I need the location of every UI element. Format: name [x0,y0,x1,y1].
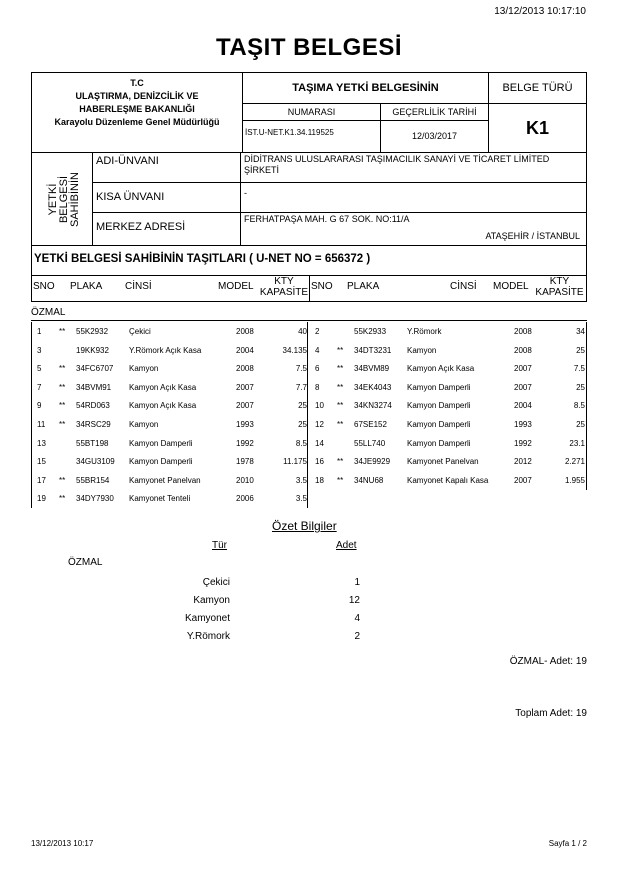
cell-cinsi: Kamyon Damperli [129,438,193,448]
cell-sno: 16 [315,457,324,467]
cell-sno: 4 [315,345,320,355]
cell-kap: 23.1 [569,438,585,448]
summary-tur: Y.Römork [186,631,230,642]
cell-model: 2007 [514,364,532,374]
table-row [31,475,587,487]
table-row [31,493,587,505]
table-gridline [31,322,32,508]
table-row [31,419,587,431]
merkez-line2: ATAŞEHİR / İSTANBUL [485,231,580,241]
cell-kap: 3.5 [295,475,307,485]
kty-line: KTY [274,276,294,287]
cell-cinsi: Kamyon Damperli [407,382,471,392]
cell-cinsi: Y.Römork [407,327,442,336]
col-divider [309,276,310,301]
cell-plaka: 34GU3109 [76,457,115,467]
summary-adet: 4 [354,613,360,624]
cell-model: 2008 [236,364,254,374]
cell-model: 2006 [236,494,254,504]
cell-plaka: 34BVM91 [76,382,112,392]
cell-kap: 25 [576,382,585,392]
table-row [31,363,587,375]
vertical-line: YETKİ [47,183,59,216]
doc-title-cell: TAŞIMA YETKİ BELGESİNİN [242,73,488,104]
cell-model: 1992 [236,438,254,448]
cell-model: 1992 [514,438,532,448]
cell-sno: 1 [37,327,42,336]
cell-plaka: 34DT3231 [354,345,392,355]
cell-model: 2007 [236,401,254,411]
ministry-line: ULAŞTIRMA, DENİZCİLİK VE [75,91,199,101]
cell-kap: 7.7 [295,382,307,392]
cell-sno: 3 [37,345,42,355]
section-title-box [31,246,587,276]
cell-model: 2010 [236,475,254,485]
merkez-value [240,213,586,246]
cell-kap: 34 [576,327,585,336]
cell-model: 2007 [236,382,254,392]
col-plaka-right: PLAKA [347,281,380,292]
cell-plaka: 34DY7930 [76,494,114,504]
cell-cinsi: Çekici [129,327,151,336]
summary-title: Özet Bilgiler [272,519,337,533]
cell-plaka: 34KN3274 [354,401,392,411]
col-kty-right [532,276,587,298]
footer-timestamp: 13/12/2013 10:17 [31,839,94,848]
cell-cinsi: Kamyon [407,345,437,355]
cell-model: 2008 [514,345,532,355]
col-model-right: MODEL [493,281,529,292]
cell-sno: 14 [315,438,324,448]
cell-cinsi: Kamyonet Panelvan [129,475,201,485]
ministry-line: HABERLEŞME BAKANLIĞI [79,104,195,114]
col-cinsi: CİNSİ [125,281,152,292]
cell-plaka: 34JE9929 [354,457,391,467]
cell-plaka: 19KK932 [76,345,109,355]
cell-cinsi: Kamyonet Panelvan [407,457,479,467]
adi-label: ADI-ÜNVANI [92,153,240,183]
table-row [31,345,587,357]
table-row [31,400,587,412]
cell-kap: 34.135 [282,345,307,355]
belge-turu-label: BELGE TÜRÜ [488,73,586,104]
cell-kap: 40 [298,327,307,336]
cell-cinsi: Kamyon [129,364,159,374]
cell-cinsi: Kamyon Damperli [129,457,193,467]
col-model: MODEL [218,281,254,292]
kisa-value: - [240,183,586,213]
ozmal-total: ÖZMAL- Adet: 19 [509,656,587,667]
cell-plaka: 55BR154 [76,475,110,485]
page-number: Sayfa 1 / 2 [548,839,587,848]
kisa-label: KISA ÜNVANI [92,183,240,213]
summary-tur: Kamyon [193,595,230,606]
cell-kap: 8.5 [295,438,307,448]
cell-mark: ** [337,364,344,374]
cell-mark: ** [59,401,66,411]
cell-kap: 25 [298,420,307,429]
col-cinsi-right: CİNSİ [450,281,477,292]
summary-col-adet: Adet [336,540,357,551]
cell-model: 2004 [514,401,532,411]
cell-kap: 11.175 [283,457,307,467]
ministry-line: Karayolu Düzenleme Genel Müdürlüğü [54,117,220,127]
table-row [31,456,587,468]
cell-kap: 7.5 [573,364,585,374]
cell-sno: 12 [315,420,324,429]
cell-kap: 25 [576,420,585,429]
cell-mark: ** [59,475,66,485]
cell-plaka: 34BVM89 [354,364,390,374]
cell-plaka: 55LL740 [354,438,386,448]
cell-mark: ** [337,345,344,355]
cell-mark: ** [59,327,66,336]
cell-sno: 2 [315,327,320,336]
cell-model: 1993 [514,420,532,429]
cell-cinsi: Kamyon Açık Kasa [129,382,197,392]
summary-adet: 2 [354,631,360,642]
col-sno: SNO [33,281,55,292]
numara-value: İST.U-NET.K1.34.119525 [242,121,380,152]
cell-kap: 25 [298,401,307,411]
table-row [31,438,587,450]
kty-line: KTY [549,276,570,287]
document-title: TAŞIT BELGESİ [215,34,403,61]
cell-plaka: 55K2933 [354,327,387,336]
table-row [31,326,587,338]
summary-adet: 1 [354,577,360,588]
cell-cinsi: Kamyonet Tenteli [129,494,191,504]
group-divider [31,320,587,321]
cell-kap: 2.271 [564,457,585,467]
table-gridline [307,322,308,508]
header-box [31,72,587,246]
cell-mark: ** [337,420,344,429]
cell-sno: 13 [37,438,46,448]
cell-model: 2007 [514,382,532,392]
cell-plaka: 67SE152 [354,420,387,429]
cell-cinsi: Y.Römork Açık Kasa [129,345,202,355]
cell-kap: 8.5 [573,401,585,411]
cell-kap: 1.955 [564,475,585,485]
gecerlilik-label: GEÇERLİLİK TARİHİ [380,104,488,121]
belge-turu-value: K1 [488,104,586,152]
cell-model: 2008 [236,327,254,336]
cell-sno: 10 [315,401,324,411]
cell-model: 2004 [236,345,254,355]
cell-cinsi: Kamyonet Kapalı Kasa [407,475,489,485]
cell-sno: 11 [37,420,46,429]
summary-tur: Kamyonet [184,613,230,624]
cell-kap: 7.5 [295,364,307,374]
cell-sno: 15 [37,457,46,467]
kty-line: KAPASİTE [259,287,309,298]
cell-cinsi: Kamyon [129,420,159,429]
summary-adet: 12 [348,595,360,606]
gecerlilik-value: 12/03/2017 [380,121,488,152]
group-label: ÖZMAL [31,307,66,318]
table-row [31,382,587,394]
cell-mark: ** [337,457,344,467]
cell-mark: ** [337,475,344,485]
owner-section [32,152,586,245]
col-kty [258,276,310,298]
ministry-line: T.C [130,78,144,88]
cell-mark: ** [59,420,66,429]
cell-sno: 5 [37,364,42,374]
numara-label: NUMARASI [242,104,380,121]
table-gridline [586,322,587,490]
column-header [31,276,587,302]
cell-model: 2008 [514,327,532,336]
cell-sno: 17 [37,475,46,485]
cell-plaka: 54RD063 [76,401,110,411]
col-sno-right: SNO [311,281,333,292]
cell-plaka: 34NU68 [354,475,384,485]
vertical-line: SAHİBİNİN [69,172,81,228]
summary-group: ÖZMAL [68,557,103,568]
section-title: YETKİ BELGESİ SAHİBİNİN TAŞITLARI ( U-NET NO = 656372 ) [34,253,371,265]
summary-tur: Çekici [202,577,230,588]
cell-sno: 7 [37,382,42,392]
cell-cinsi: Kamyon Açık Kasa [407,364,475,374]
cell-plaka: 55K2932 [76,327,109,336]
cell-cinsi: Kamyon Damperli [407,401,471,411]
cell-plaka: 34FC6707 [76,364,114,374]
grand-total: Toplam Adet: 19 [515,708,587,719]
cell-cinsi: Kamyon Açık Kasa [129,401,197,411]
owner-vertical-label [39,158,89,228]
cell-kap: 25 [576,345,585,355]
vertical-line: BELGESİ [58,175,70,224]
summary-col-tur: Tür [212,540,227,551]
merkez-line1: FERHATPAŞA MAH. G 67 SOK. NO:11/A [244,214,410,224]
adi-value: DİDİTRANS ULUSLARARASI TAŞIMACILIK SANAYİ VE TİCARET LİMİTED ŞİRKETİ [240,153,586,183]
print-timestamp: 13/12/2013 10:17:10 [494,6,586,17]
cell-cinsi: Kamyon Damperli [407,420,471,429]
col-plaka: PLAKA [70,281,103,292]
kty-line: KAPASİTE [535,287,584,298]
cell-sno: 6 [315,364,320,374]
cell-mark: ** [59,364,66,374]
cell-plaka: 34RSC29 [76,420,111,429]
cell-mark: ** [337,401,344,411]
merkez-label: MERKEZ ADRESİ [96,221,186,233]
cell-sno: 19 [37,494,46,504]
cell-sno: 8 [315,382,320,392]
cell-mark: ** [337,382,344,392]
cell-model: 1993 [236,420,254,429]
cell-plaka: 34EK4043 [354,382,392,392]
cell-cinsi: Kamyon Damperli [407,438,471,448]
cell-mark: ** [59,382,66,392]
cell-mark: ** [59,494,66,504]
cell-sno: 9 [37,401,42,411]
cell-plaka: 55BT198 [76,438,109,448]
cell-model: 2012 [514,457,532,467]
cell-model: 2007 [514,475,532,485]
ministry-block [32,77,242,129]
cell-kap: 3.5 [295,494,307,504]
cell-sno: 18 [315,475,324,485]
cell-model: 1978 [236,457,254,467]
